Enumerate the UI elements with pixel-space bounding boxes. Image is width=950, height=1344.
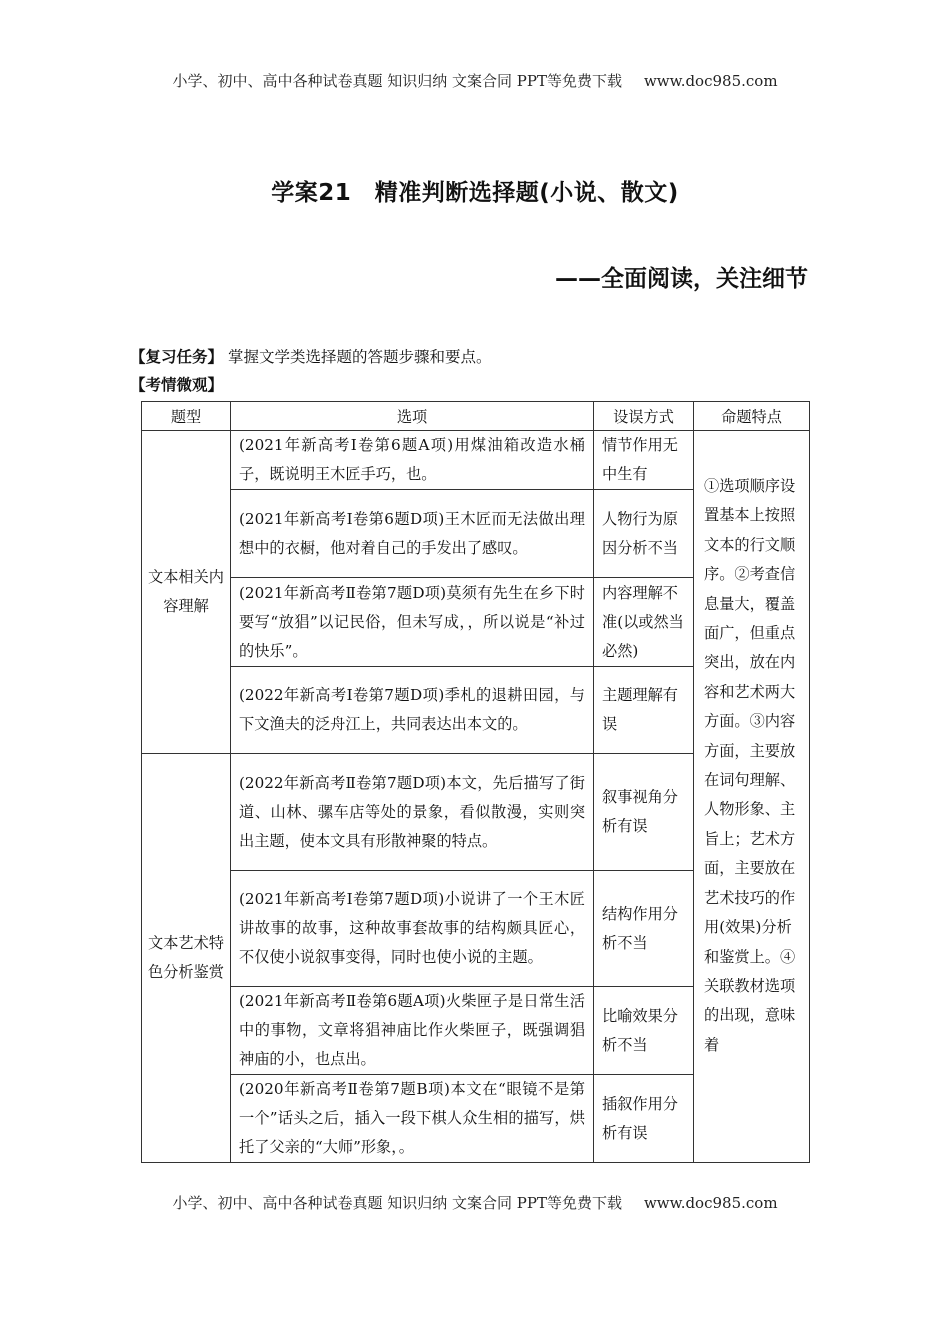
type-cell: 文本艺术特色分析鉴赏 bbox=[142, 754, 231, 1163]
option-cell: (2022年新高考Ⅱ卷第7题D项)本文，先后描写了街道、山林、骡车店等处的景象，看似散漫，实则突出主题，使本文具有形散神聚的特点。 bbox=[231, 754, 594, 871]
error-cell: 插叙作用分析有误 bbox=[594, 1075, 694, 1163]
page-title: 学案21 精准判断选择题(小说、散文) bbox=[271, 180, 679, 206]
error-cell: 内容理解不准(以或然当必然) bbox=[594, 578, 694, 667]
exam-analysis-table bbox=[141, 401, 810, 1163]
footer-text: 小学、初中、高中各种试卷真题 知识归纳 文案合同 PPT等免费下载 bbox=[172, 1194, 622, 1212]
option-cell: (2022年新高考Ⅰ卷第7题D项)季札的退耕田园，与下文渔夫的泛舟江上，共同表达出本文的。 bbox=[231, 667, 594, 754]
type-cell: 文本相关内容理解 bbox=[142, 431, 231, 754]
header-text: 小学、初中、高中各种试卷真题 知识归纳 文案合同 PPT等免费下载 bbox=[172, 72, 622, 90]
review-task-label: 【复习任务】 bbox=[130, 348, 224, 366]
option-cell: (2021年新高考Ⅰ卷第7题D项)小说讲了一个王木匠讲故事的故事，这种故事套故事的结构颇具匠心，不仅使小说叙事变得，同时也使小说的主题。 bbox=[231, 871, 594, 987]
option-cell: (2021年新高考Ⅱ卷第7题D项)莫须有先生在乡下时要写“放猖”以记民俗，但未写成，，所以说是“补过的快乐”。 bbox=[231, 578, 594, 667]
page-footer bbox=[0, 1192, 950, 1213]
review-task bbox=[130, 345, 491, 367]
table-row bbox=[142, 431, 810, 490]
header-type: 题型 bbox=[142, 402, 231, 431]
features-text: ①选项顺序设置基本上按照文本的行文顺序。②考查信息量大，覆盖面广，但重点突出，放在内容和艺术两大方面。③内容方面，主要放在词句理解、人物形象、主旨上；艺术方面，主要放在艺术技巧的作用(效果)分析和鉴赏上。④关联教材选项的出现，意味着 bbox=[704, 477, 796, 1054]
header-error-method: 设误方式 bbox=[594, 402, 694, 431]
situation-heading bbox=[130, 373, 223, 395]
features-cell bbox=[694, 431, 810, 1163]
page-subtitle: ——全面阅读，关注细节 bbox=[555, 266, 808, 292]
footer-url[interactable]: www.doc985.com bbox=[643, 1194, 778, 1212]
header-option: 选项 bbox=[231, 402, 594, 431]
option-cell: (2020年新高考Ⅱ卷第7题B项)本文在“眼镜不是第一个”话头之后，插入一段下棋人众生相的描写，烘托了父亲的“大师”形象，。 bbox=[231, 1075, 594, 1163]
table-header-row bbox=[142, 402, 810, 431]
option-cell: (2021年新高考Ⅰ卷第6题D项)王木匠而无法做出理想中的衣橱，他对着自己的手发出了感叹。 bbox=[231, 490, 594, 578]
situation-label: 【考情微观】 bbox=[130, 376, 224, 394]
error-cell: 情节作用无中生有 bbox=[594, 431, 694, 490]
error-cell: 结构作用分析不当 bbox=[594, 871, 694, 987]
error-cell: 人物行为原因分析不当 bbox=[594, 490, 694, 578]
header-features: 命题特点 bbox=[694, 402, 810, 431]
header-url[interactable]: www.doc985.com bbox=[643, 72, 778, 90]
error-cell: 比喻效果分析不当 bbox=[594, 987, 694, 1075]
option-cell: (2021年新高考Ⅰ卷第6题A项)用煤油箱改造水桶子，既说明王木匠手巧，也。 bbox=[231, 431, 594, 490]
review-task-text: 掌握文学类选择题的答题步骤和要点。 bbox=[227, 348, 492, 366]
error-cell: 主题理解有误 bbox=[594, 667, 694, 754]
option-cell: (2021年新高考Ⅱ卷第6题A项)火柴匣子是日常生活中的事物，文章将猖神庙比作火柴匣子，既强调猖神庙的小，也点出。 bbox=[231, 987, 594, 1075]
page-header bbox=[0, 70, 950, 91]
error-cell: 叙事视角分析有误 bbox=[594, 754, 694, 871]
